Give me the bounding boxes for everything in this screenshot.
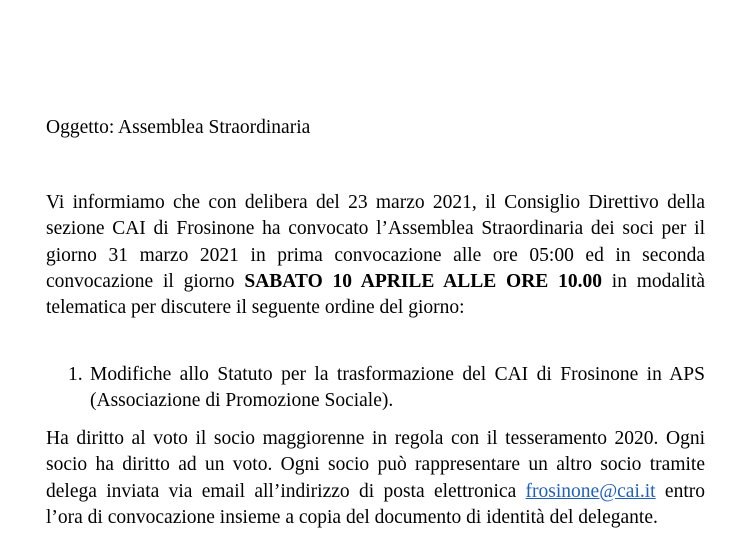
convocation-text: Vi informiamo che con delibera del 23 marzo 2021, il Consiglio Direttivo della sezione CAI di Frosinone ha convocato l’Assemblea Straordinaria dei soci per il giorno 31 marzo 2021 in prima convocazione alle ore 05:00 ed in seconda convocazione il giorno [46, 192, 705, 292]
voting-paragraph [46, 426, 705, 531]
email-link[interactable]: frosinone@cai.it [525, 480, 656, 502]
agenda-list [68, 362, 705, 415]
voting-text: Ha diritto al voto il socio maggiorenne in regola con il tesseramento 2020. Ogni socio ha diritto ad un voto. Ogni socio può rappresentare un altro socio tramite delega inviata via email all’indirizzo di posta elettronica [46, 428, 705, 502]
agenda-item-text: Modifiche allo Statuto per la trasformazione del CAI di Frosinone in APS (Associazione di Promozione Sociale). [90, 364, 705, 412]
subject-line: Oggetto: Assemblea Straordinaria [46, 117, 311, 138]
meeting-date-bold: SABATO 10 APRILE ALLE ORE 10.00 [244, 270, 602, 292]
convocation-paragraph [46, 190, 705, 321]
convocation-text-end: in modalità telematica per discutere il seguente ordine del giorno: [46, 270, 705, 319]
agenda-item-number: 1. [68, 364, 83, 385]
agenda-item [68, 362, 705, 415]
voting-text-end: entro l’ora di convocazione insieme a copia del documento di identità del delegante. [46, 480, 705, 528]
